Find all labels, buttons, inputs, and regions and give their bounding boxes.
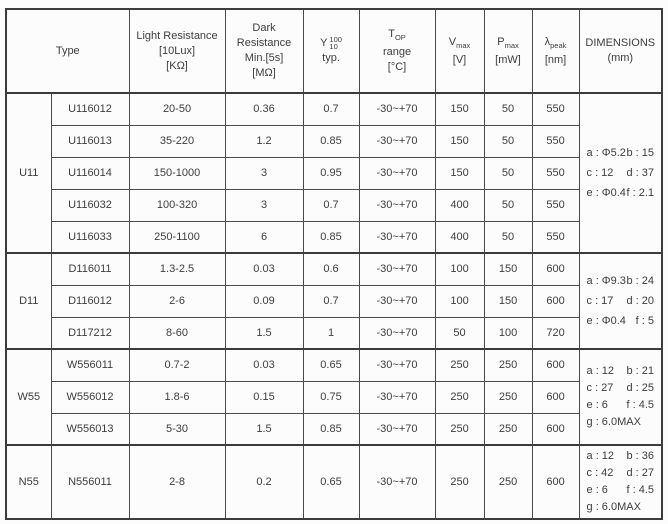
dims-line xyxy=(587,382,655,395)
cell-pmax: 250 xyxy=(484,381,532,413)
cell-lambda: 600 xyxy=(532,253,579,285)
gamma-ratio xyxy=(329,36,342,50)
header-row xyxy=(6,9,662,93)
cell-pmax: 50 xyxy=(484,125,532,157)
dims-line xyxy=(587,365,655,378)
table-row xyxy=(6,381,662,413)
cell-pmax: 100 xyxy=(484,317,532,349)
dim-value: f : 5 xyxy=(635,314,655,327)
dim-value: e : Φ0.4 xyxy=(586,314,626,327)
header-dark-line1: Dark xyxy=(252,22,276,34)
cell-dark: 0.15 xyxy=(225,381,303,413)
dims-line xyxy=(587,501,655,514)
dims-line xyxy=(587,147,655,160)
cell-gamma: 0.65 xyxy=(303,445,359,519)
cell-lambda: 550 xyxy=(532,125,579,157)
group-n55 xyxy=(6,445,662,519)
dim-value: c : 12 xyxy=(586,166,614,179)
cell-model: D116012 xyxy=(51,285,129,317)
cell-vmax: 250 xyxy=(435,381,484,413)
header-vmax xyxy=(435,9,484,93)
cell-light: 2-6 xyxy=(129,285,225,317)
cell-vmax: 250 xyxy=(435,445,484,519)
cell-light: 2-8 xyxy=(129,445,225,519)
cell-top: -30~+70 xyxy=(359,445,435,519)
dim-value: b : 21 xyxy=(626,365,655,377)
dim-value: b : 24 xyxy=(626,274,655,287)
table-row xyxy=(6,349,662,381)
lambda-base: λ xyxy=(544,35,551,48)
cell-lambda: 550 xyxy=(532,221,579,253)
cell-top: -30~+70 xyxy=(359,157,435,189)
cell-gamma: 0.7 xyxy=(303,189,359,221)
header-dark-line2: Resistance xyxy=(236,37,292,49)
cell-model: U116013 xyxy=(51,125,129,157)
header-dark-line4: [MΩ] xyxy=(252,67,276,79)
dim-value: g : 6.0MAX xyxy=(586,501,641,513)
cell-vmax: 100 xyxy=(435,253,484,285)
spec-table xyxy=(5,8,663,520)
dim-value: b : 36 xyxy=(626,450,655,462)
dim-value: a : Φ5.2 xyxy=(586,146,626,159)
cell-light: 100-320 xyxy=(129,189,225,221)
gamma-symbol xyxy=(304,36,359,51)
group-label-cell: W55 xyxy=(6,349,51,445)
dims-cell xyxy=(579,93,662,253)
cell-vmax: 250 xyxy=(435,413,484,445)
cell-gamma: 0.65 xyxy=(303,349,359,381)
cell-light: 35-220 xyxy=(129,125,225,157)
cell-vmax: 150 xyxy=(435,125,484,157)
dims-line xyxy=(587,416,655,429)
gamma-sub: 10 xyxy=(329,42,338,52)
cell-dark: 0.03 xyxy=(225,253,303,285)
cell-model: N556011 xyxy=(51,445,129,519)
table-row xyxy=(6,413,662,445)
dims-line xyxy=(587,295,655,308)
cell-light: 5-30 xyxy=(129,413,225,445)
cell-gamma: 0.85 xyxy=(303,125,359,157)
dim-value: c : 17 xyxy=(586,294,614,307)
cell-top: -30~+70 xyxy=(359,381,435,413)
dim-value: a : 12 xyxy=(586,450,615,462)
header-gamma-typ: typ. xyxy=(322,52,340,64)
dim-value: f : 4.5 xyxy=(626,484,655,496)
pmax-sub: max xyxy=(504,40,519,50)
header-type xyxy=(6,9,129,93)
cell-top: -30~+70 xyxy=(359,413,435,445)
cell-light: 1.8-6 xyxy=(129,381,225,413)
table-row xyxy=(6,157,662,189)
cell-model: U116014 xyxy=(51,157,129,189)
table-row xyxy=(6,93,662,125)
cell-top: -30~+70 xyxy=(359,317,435,349)
dim-value: b : 15 xyxy=(626,146,655,159)
header-dark-resistance xyxy=(225,9,303,93)
cell-gamma: 0.85 xyxy=(303,413,359,445)
cell-lambda: 550 xyxy=(532,93,579,125)
cell-gamma: 0.95 xyxy=(303,157,359,189)
cell-gamma: 0.85 xyxy=(303,221,359,253)
lambda-sub: peak xyxy=(550,40,567,50)
pmax-base: P xyxy=(497,35,505,48)
table-row xyxy=(6,285,662,317)
header-dimensions xyxy=(579,9,662,93)
dims-line xyxy=(587,467,655,480)
cell-model: W556011 xyxy=(51,349,129,381)
cell-lambda: 600 xyxy=(532,285,579,317)
cell-vmax: 150 xyxy=(435,157,484,189)
cell-vmax: 50 xyxy=(435,317,484,349)
cell-vmax: 100 xyxy=(435,285,484,317)
lambda-unit: [nm] xyxy=(544,53,567,66)
cell-light: 1.3-2.5 xyxy=(129,253,225,285)
cell-light: 20-50 xyxy=(129,93,225,125)
dim-value: a : Φ9.3 xyxy=(586,274,626,287)
header-light-line1: Light Resistance xyxy=(136,29,218,42)
cell-gamma: 0.6 xyxy=(303,253,359,285)
dim-value: a : 12 xyxy=(586,365,615,377)
vmax-base: V xyxy=(448,35,457,48)
cell-vmax: 400 xyxy=(435,189,484,221)
vmax-sub: max xyxy=(456,40,471,50)
cell-gamma: 0.75 xyxy=(303,381,359,413)
cell-dark: 6 xyxy=(225,221,303,253)
cell-light: 8-60 xyxy=(129,317,225,349)
dim-value: f : 4.5 xyxy=(626,399,655,411)
table-row xyxy=(6,189,662,221)
table-row xyxy=(6,125,662,157)
cell-light: 0.7-2 xyxy=(129,349,225,381)
header-light-resistance xyxy=(129,9,225,93)
cell-dark: 0.09 xyxy=(225,285,303,317)
group-label-cell: N55 xyxy=(6,445,51,519)
dim-value: d : 27 xyxy=(626,467,655,479)
cell-pmax: 250 xyxy=(484,413,532,445)
dim-value: g : 6.0MAX xyxy=(586,416,641,428)
cell-lambda: 600 xyxy=(532,349,579,381)
header-light-line2: [10Lux] xyxy=(158,44,196,57)
cell-model: U116033 xyxy=(51,221,129,253)
cell-lambda: 550 xyxy=(532,189,579,221)
dim-value: c : 42 xyxy=(586,467,614,479)
dim-value: f : 2.1 xyxy=(626,186,655,199)
cell-pmax: 50 xyxy=(484,189,532,221)
cell-dark: 1.5 xyxy=(225,413,303,445)
cell-lambda: 600 xyxy=(532,413,579,445)
dims-line xyxy=(587,187,655,200)
cell-top: -30~+70 xyxy=(359,285,435,317)
cell-model: W556013 xyxy=(51,413,129,445)
gamma-letter: Y xyxy=(320,37,328,49)
lambda-symbol xyxy=(533,35,579,53)
top-sub: OP xyxy=(394,33,406,42)
top-symbol xyxy=(360,27,435,45)
group-label-cell: U11 xyxy=(6,93,51,253)
header-dark-line3: Min.[5s] xyxy=(244,52,284,64)
cell-pmax: 150 xyxy=(484,285,532,317)
cell-gamma: 0.7 xyxy=(303,93,359,125)
header-type-label: Type xyxy=(55,44,80,57)
cell-pmax: 150 xyxy=(484,253,532,285)
group-d11 xyxy=(6,253,662,349)
group-label-cell: D11 xyxy=(6,253,51,349)
cell-gamma: 1 xyxy=(303,317,359,349)
dim-value: e : Φ0.4 xyxy=(586,186,626,199)
dims-line xyxy=(587,484,655,497)
cell-vmax: 250 xyxy=(435,349,484,381)
dim-value: e : 6 xyxy=(586,399,608,411)
gamma-sup: 100 xyxy=(329,35,342,45)
header-pmax xyxy=(484,9,532,93)
cell-dark: 0.36 xyxy=(225,93,303,125)
cell-dark: 3 xyxy=(225,189,303,221)
cell-dark: 0.2 xyxy=(225,445,303,519)
table-row xyxy=(6,445,662,519)
cell-top: -30~+70 xyxy=(359,221,435,253)
cell-light: 250-1100 xyxy=(129,221,225,253)
dims-cell xyxy=(579,349,662,445)
header-lambda-peak xyxy=(532,9,579,93)
top-base: T xyxy=(388,28,395,40)
dims-line xyxy=(587,450,655,463)
header-top-range xyxy=(359,9,435,93)
dims-line xyxy=(587,315,655,328)
table-header xyxy=(6,9,662,93)
dims-cell xyxy=(579,253,662,349)
cell-dark: 0.03 xyxy=(225,349,303,381)
header-top-line2: range xyxy=(382,46,412,58)
dim-value: d : 37 xyxy=(626,166,655,179)
cell-top: -30~+70 xyxy=(359,349,435,381)
header-dims-line1: DIMENSIONS xyxy=(585,37,656,49)
cell-vmax: 150 xyxy=(435,93,484,125)
dims-line xyxy=(587,399,655,412)
cell-model: W556012 xyxy=(51,381,129,413)
group-w55 xyxy=(6,349,662,445)
vmax-unit: [V] xyxy=(452,53,467,66)
dims-line xyxy=(587,167,655,180)
cell-light: 150-1000 xyxy=(129,157,225,189)
cell-pmax: 250 xyxy=(484,349,532,381)
cell-pmax: 50 xyxy=(484,221,532,253)
dim-value: c : 27 xyxy=(586,382,614,394)
dim-value: d : 25 xyxy=(626,382,655,394)
pmax-unit: [mW] xyxy=(495,53,521,66)
cell-model: D116011 xyxy=(51,253,129,285)
cell-lambda: 720 xyxy=(532,317,579,349)
cell-model: U116032 xyxy=(51,189,129,221)
cell-top: -30~+70 xyxy=(359,93,435,125)
cell-vmax: 400 xyxy=(435,221,484,253)
cell-lambda: 600 xyxy=(532,445,579,519)
dim-value: d : 20 xyxy=(626,294,655,307)
cell-model: U116012 xyxy=(51,93,129,125)
dims-line xyxy=(587,275,655,288)
dims-cell xyxy=(579,445,662,519)
dim-value: e : 6 xyxy=(586,484,608,496)
cell-pmax: 50 xyxy=(484,157,532,189)
table-row xyxy=(6,317,662,349)
cell-dark: 1.2 xyxy=(225,125,303,157)
table-row xyxy=(6,253,662,285)
vmax-symbol xyxy=(436,35,484,53)
cell-top: -30~+70 xyxy=(359,253,435,285)
cell-top: -30~+70 xyxy=(359,125,435,157)
header-light-line3: [KΩ] xyxy=(166,59,188,72)
cell-pmax: 50 xyxy=(484,93,532,125)
cell-model: D117212 xyxy=(51,317,129,349)
cell-dark: 3 xyxy=(225,157,303,189)
header-top-line3: [°C] xyxy=(387,61,407,73)
header-gamma xyxy=(303,9,359,93)
table-row xyxy=(6,221,662,253)
group-u11 xyxy=(6,93,662,253)
pmax-symbol xyxy=(485,35,532,53)
header-dims-line2: (mm) xyxy=(607,52,634,64)
cell-lambda: 600 xyxy=(532,381,579,413)
cell-pmax: 250 xyxy=(484,445,532,519)
cell-top: -30~+70 xyxy=(359,189,435,221)
cell-dark: 1.5 xyxy=(225,317,303,349)
cell-gamma: 0.7 xyxy=(303,285,359,317)
cell-lambda: 550 xyxy=(532,157,579,189)
